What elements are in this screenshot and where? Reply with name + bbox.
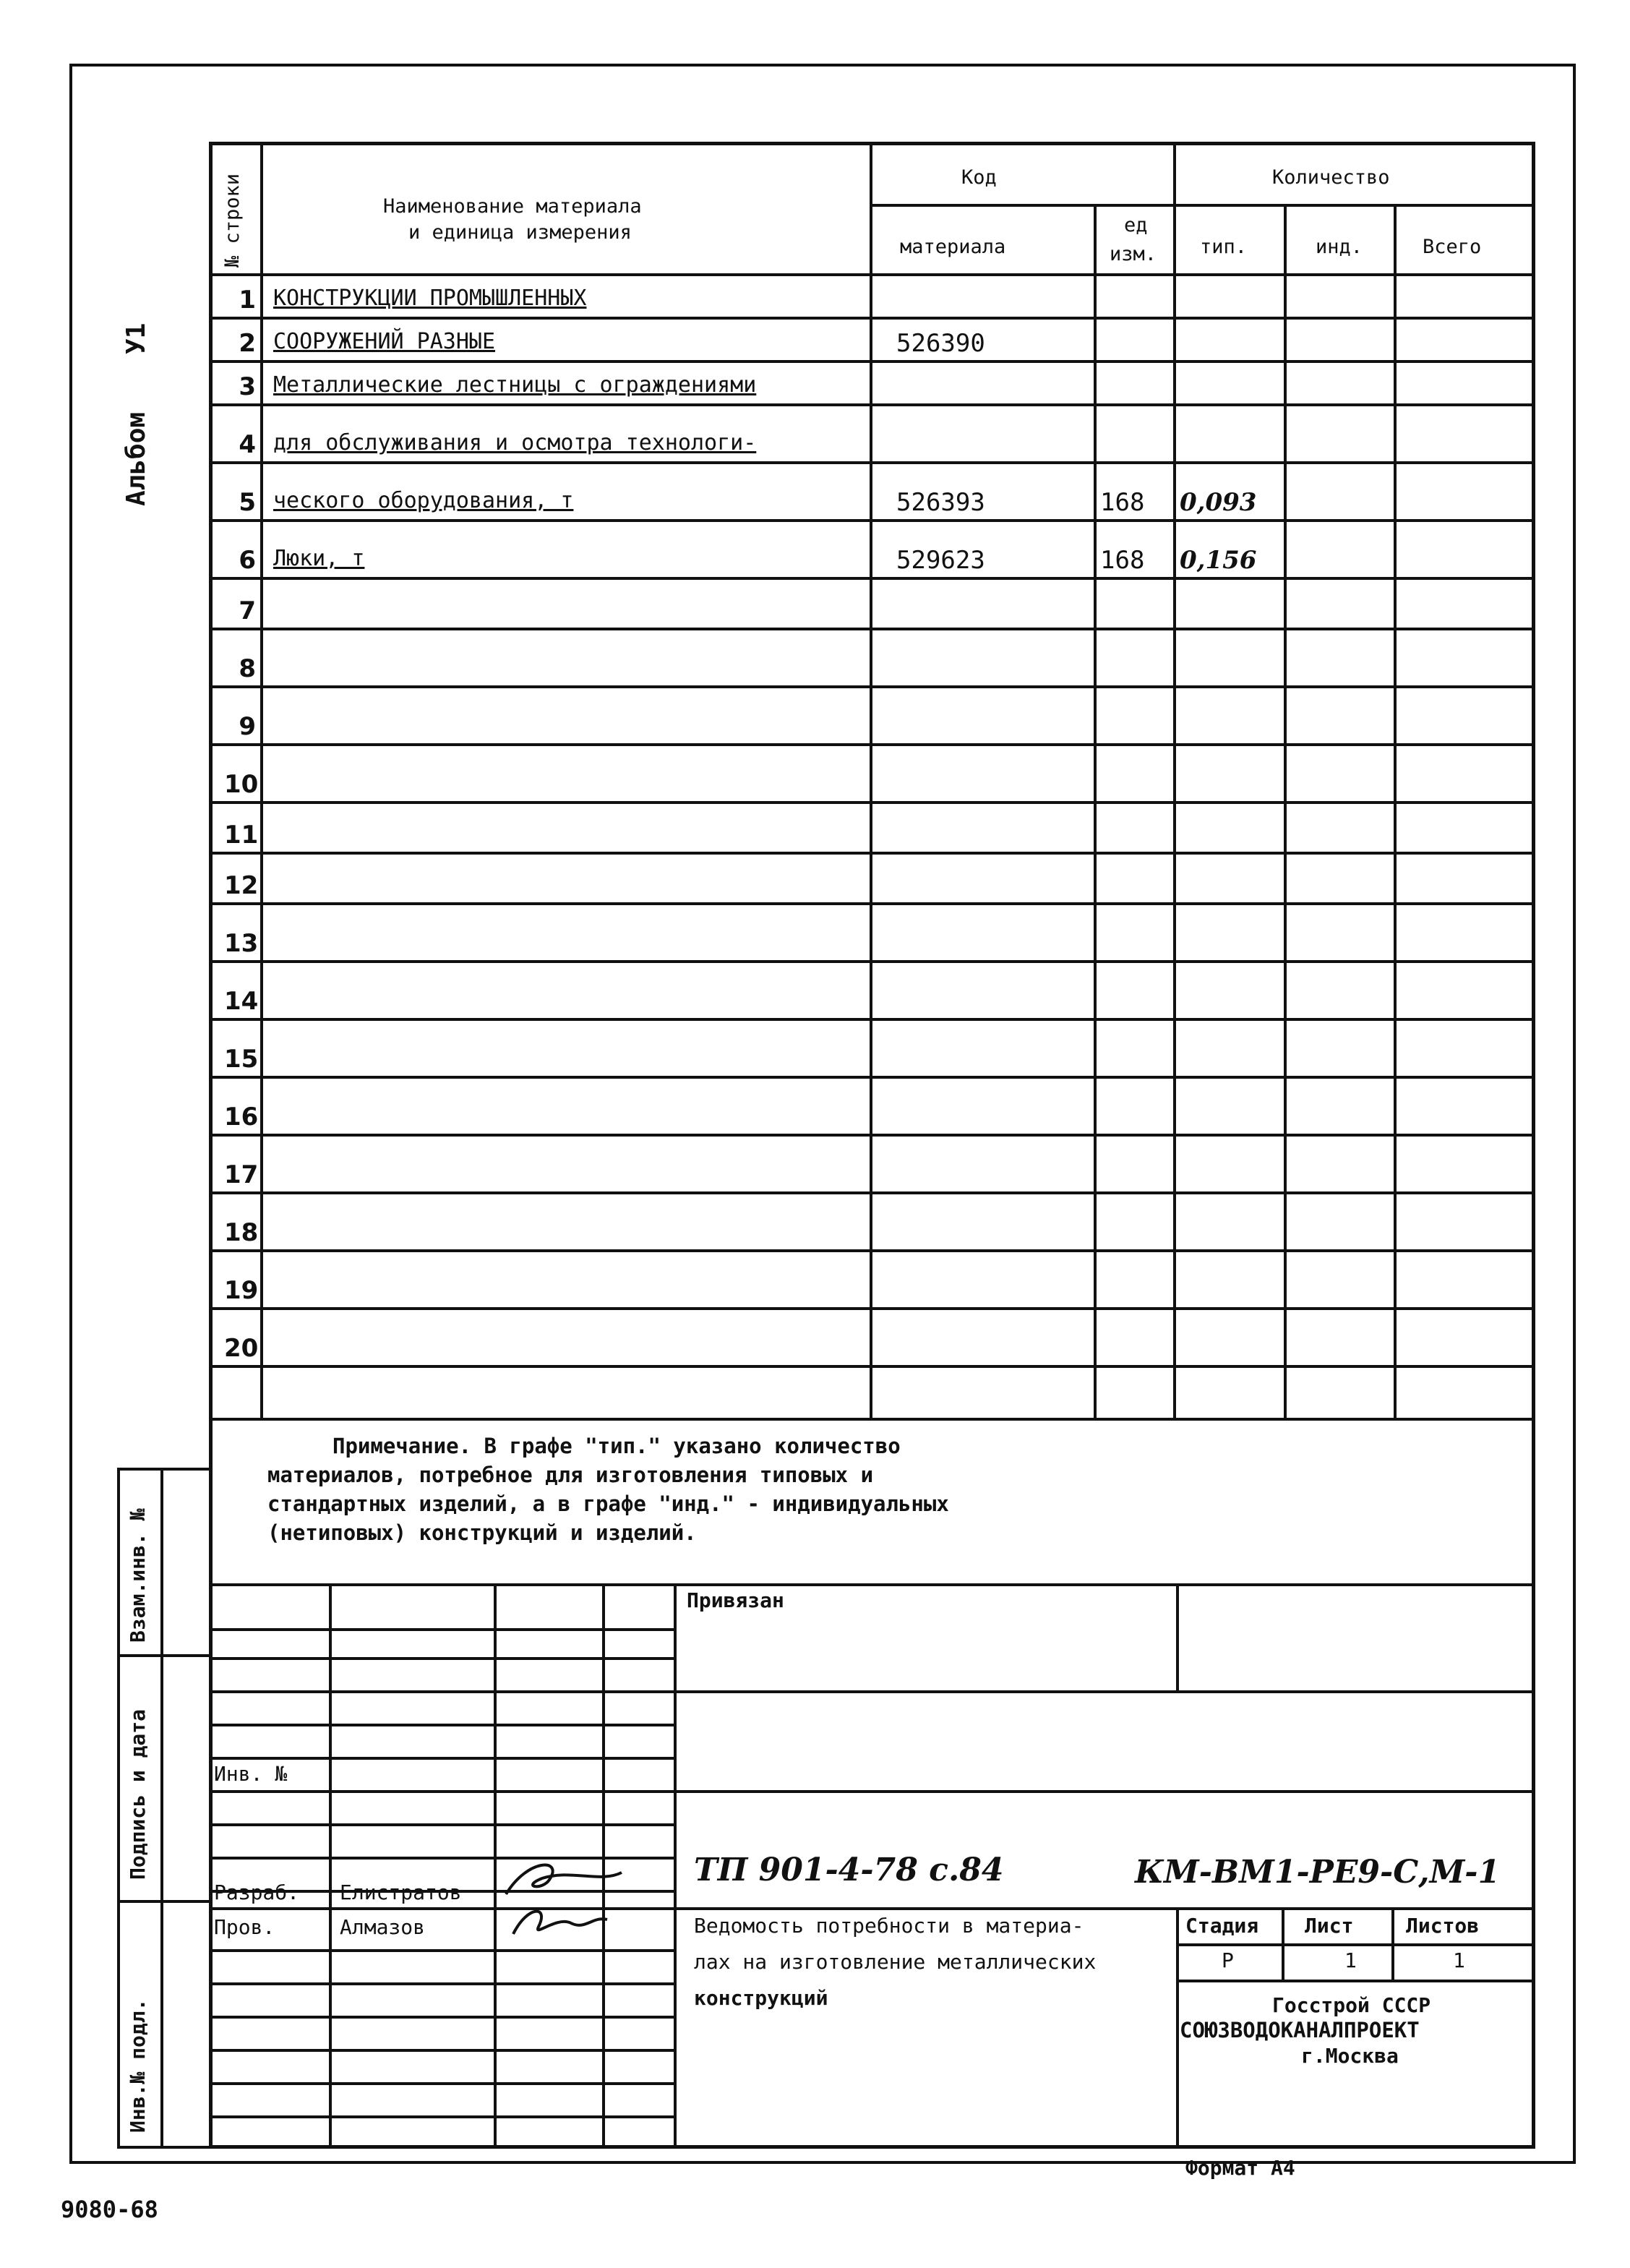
org-line1: Госстрой СССР [1272,1993,1431,2017]
row-divider [209,743,1535,746]
org-line2: СОЮЗВОДОКАНАЛПРОЕКТ [1180,2018,1420,2042]
list-label: Лист [1305,1914,1354,1938]
row-number: 9 [239,712,256,741]
row-divider [209,1249,1535,1252]
inv-no-label: Инв. № [214,1762,288,1786]
row-number: 12 [224,871,259,900]
row-number: 17 [224,1160,259,1189]
row-divider [209,628,1535,630]
row-number: 14 [224,987,259,1016]
doc-code-left: ТП 901-4-78 с.84 [694,1852,1004,1888]
privyazan-label: Привязан [687,1588,784,1612]
header-unit-code-2: изм. [1110,243,1157,265]
listov-value: 1 [1453,1948,1465,1972]
note-line4: (нетиповых) конструкций и изделий. [267,1520,697,1545]
row-divider [209,960,1535,963]
stadia-label: Стадия [1185,1914,1259,1938]
row-number: 13 [224,929,259,958]
row-divider [209,1307,1535,1310]
row-unit-code: 168 [1100,488,1145,517]
doc-code-right: КМ-ВМ1-РЕ9-С,М-1 [1135,1854,1501,1891]
header-name-line1: Наименование материала [383,195,642,218]
row-number: 3 [239,372,256,401]
row-number: 2 [239,329,256,358]
note-line1: Примечание. В графе "тип." указано количество [333,1434,901,1458]
row-unit-code: 168 [1100,546,1145,575]
row-divider [209,685,1535,688]
stadia-value: Р [1222,1948,1234,1972]
row-number: 5 [239,488,256,517]
note-line2: материалов, потребное для изготовления типовых и [267,1463,874,1487]
header-kod: Код [961,166,997,189]
format-label: Формат А4 [1185,2156,1295,2180]
row-name: Металлические лестницы с ограждениями [273,372,757,398]
row-number: 16 [224,1103,259,1131]
row-number: 6 [239,546,256,575]
row-name: ческого оборудования, т [273,488,574,513]
header-unit-code-1: ед [1124,214,1148,236]
row-number: 18 [224,1218,259,1247]
row-material-code: 526393 [896,488,985,517]
row-number: 19 [224,1276,259,1305]
row-divider [209,1018,1535,1021]
row-divider [209,1365,1535,1368]
row-divider [209,902,1535,905]
inv-podl-label: Инв.№ подл. [126,1998,150,2133]
row-divider [209,852,1535,855]
row-name: СООРУЖЕНИЙ РАЗНЫЕ [273,329,496,354]
signature-prov [506,1901,614,1945]
header-name-line2: и единица измерения [408,221,632,244]
listov-label: Листов [1406,1914,1480,1938]
row-number: 1 [239,286,256,314]
row-divider [209,461,1535,464]
razrab-role: Разраб. [214,1880,300,1904]
row-material-code: 526390 [896,329,985,358]
row-divider [209,519,1535,522]
note-line3: стандартных изделий, а в графе "инд." - индивидуальных [267,1492,949,1516]
row-name: Люки, т [273,546,365,571]
prov-role: Пров. [214,1915,275,1939]
title-line1: Ведомость потребности в материа- [694,1914,1084,1938]
row-divider [209,1191,1535,1194]
title-line2: лах на изготовление металлических [694,1950,1097,1974]
row-divider [209,403,1535,406]
row-number: 10 [224,770,259,799]
list-value: 1 [1344,1948,1357,1972]
row-name: для обслуживания и осмотра технологи- [273,430,757,455]
row-material-code: 529623 [896,546,985,575]
row-divider [209,317,1535,320]
album-label: Альбом [121,411,151,506]
prov-name: Алмазов [340,1915,426,1939]
org-line3: г.Москва [1301,2044,1399,2068]
signature-razrab [499,1851,629,1909]
row-divider [209,801,1535,804]
row-number: 4 [239,430,256,459]
header-row-number: № строки [221,173,244,268]
row-divider [209,1134,1535,1137]
header-ind: инд. [1316,236,1363,258]
row-number: 20 [224,1334,259,1363]
header-kolichestvo: Количество [1272,166,1390,189]
row-divider [209,360,1535,363]
row-number: 15 [224,1045,259,1074]
row-number: 7 [239,596,256,625]
album-number: У1 [121,322,151,354]
row-name: КОНСТРУКЦИИ ПРОМЫШЛЕННЫХ [273,286,587,311]
footer-code: 9080-68 [61,2196,158,2223]
row-tip-quantity: 0,156 [1180,546,1257,575]
row-tip-quantity: 0,093 [1180,488,1257,517]
title-line3: конструкций [694,1986,828,2010]
row-divider [209,1076,1535,1079]
vzam-label: Взам.инв. № [126,1508,150,1643]
razrab-name: Елистратов [340,1880,462,1904]
header-tip: тип. [1200,236,1248,258]
row-number: 11 [224,821,259,850]
header-vsego: Всего [1423,236,1482,258]
row-divider [209,577,1535,580]
podpis-label: Подпись и дата [126,1708,150,1880]
row-number: 8 [239,654,256,683]
header-material-code: материала [900,236,1006,258]
